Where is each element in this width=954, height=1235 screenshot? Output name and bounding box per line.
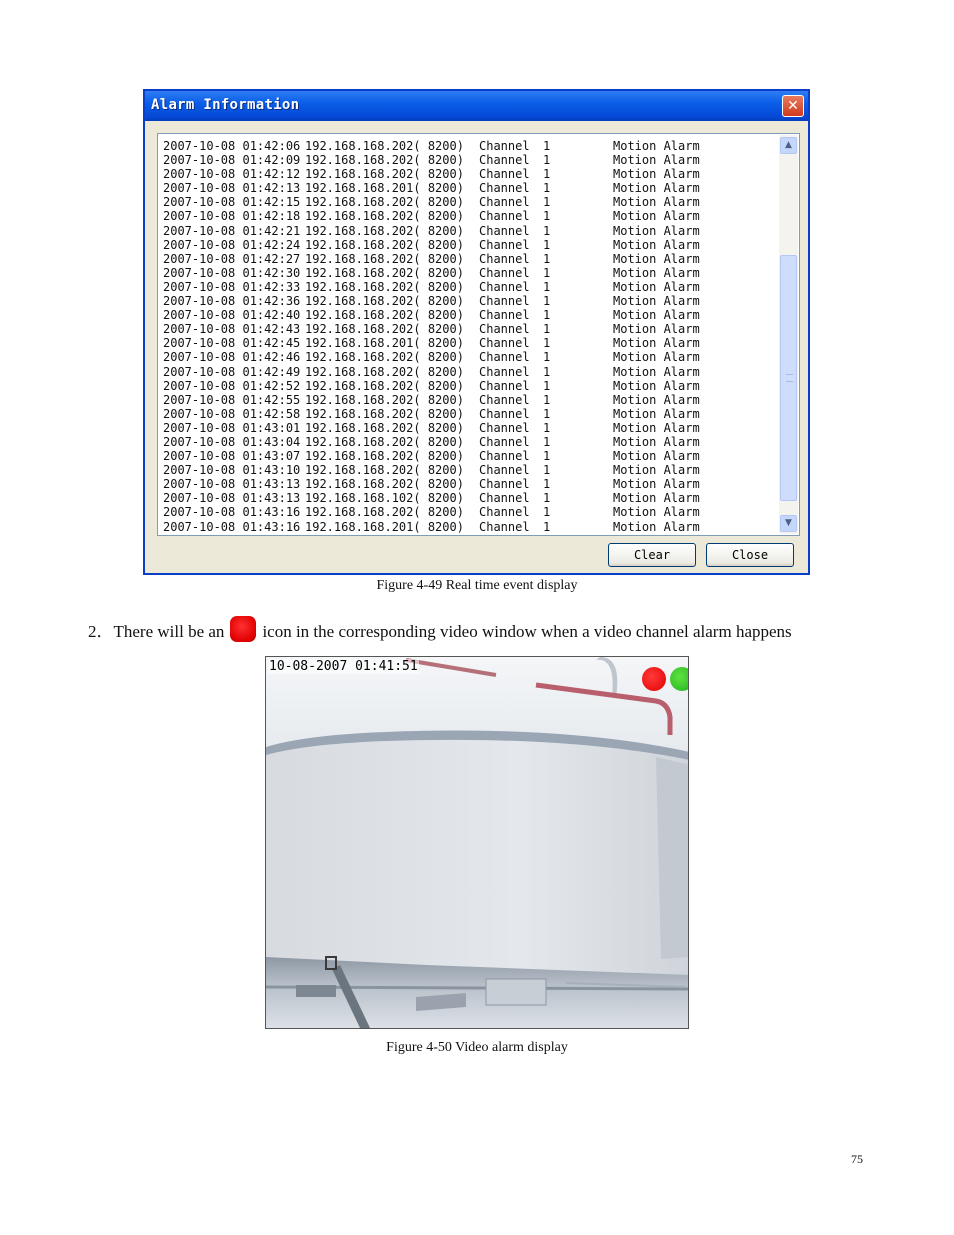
alarm-channel-number: 1	[543, 477, 551, 492]
alarm-channel-number: 1	[543, 153, 551, 168]
alarm-type: Motion Alarm	[613, 308, 700, 323]
list-item[interactable]	[163, 505, 775, 519]
alarm-channel-number: 1	[543, 463, 551, 478]
alarm-channel-label: Channel	[479, 505, 530, 520]
alarm-time: 2007-10-08 01:43:16	[163, 519, 301, 534]
alarm-ip: 192.168.168.202( 8200)	[305, 378, 464, 393]
alarm-channel-number: 1	[543, 350, 551, 365]
list-item[interactable]	[163, 491, 775, 505]
alarm-time: 2007-10-08 01:43:13	[163, 491, 301, 506]
alarm-time: 2007-10-08 01:42:49	[163, 364, 301, 379]
alarm-channel-label: Channel	[479, 209, 530, 224]
alarm-channel-label: Channel	[479, 463, 530, 478]
alarm-channel-label: Channel	[479, 308, 530, 323]
alarm-type: Motion Alarm	[613, 449, 700, 464]
alarm-indicator-icon	[642, 667, 666, 691]
alarm-time: 2007-10-08 01:42:18	[163, 209, 301, 224]
list-item[interactable]	[163, 421, 775, 435]
alarm-channel-label: Channel	[479, 491, 530, 506]
alarm-channel-label: Channel	[479, 336, 530, 351]
figure-4-49-caption: Figure 4-49 Real time event display	[376, 578, 578, 593]
alarm-rows	[163, 139, 775, 534]
alarm-channel-number: 1	[543, 392, 551, 407]
list-item[interactable]	[163, 195, 775, 209]
alarm-type: Motion Alarm	[613, 237, 700, 252]
close-button[interactable]: Close	[706, 543, 794, 567]
alarm-time: 2007-10-08 01:42:13	[163, 181, 301, 196]
list-item[interactable]	[163, 224, 775, 238]
vertical-scrollbar[interactable]	[779, 135, 798, 534]
paragraph-suffix: icon in the corresponding video window when a video channel alarm happens	[262, 622, 792, 641]
alarm-ip: 192.168.168.202( 8200)	[305, 139, 464, 153]
alarm-channel-label: Channel	[479, 350, 530, 365]
list-item[interactable]	[163, 463, 775, 477]
alarm-ip: 192.168.168.202( 8200)	[305, 279, 464, 294]
scroll-up-icon[interactable]: ▲	[780, 137, 797, 154]
alarm-channel-number: 1	[543, 308, 551, 323]
alarm-time: 2007-10-08 01:42:12	[163, 167, 301, 182]
alarm-ip: 192.168.168.202( 8200)	[305, 308, 464, 323]
red-alarm-icon	[230, 616, 256, 642]
alarm-ip: 192.168.168.202( 8200)	[305, 223, 464, 238]
alarm-time: 2007-10-08 01:42:36	[163, 294, 301, 309]
list-item[interactable]	[163, 238, 775, 252]
alarm-ip: 192.168.168.102( 8200)	[305, 491, 464, 506]
alarm-time: 2007-10-08 01:42:43	[163, 322, 301, 337]
alarm-ip: 192.168.168.202( 8200)	[305, 322, 464, 337]
alarm-time: 2007-10-08 01:42:40	[163, 308, 301, 323]
alarm-channel-number: 1	[543, 322, 551, 337]
figure-4-50-caption: Figure 4-50 Video alarm display	[386, 1040, 568, 1055]
alarm-channel-label: Channel	[479, 406, 530, 421]
alarm-ip: 192.168.168.202( 8200)	[305, 420, 464, 435]
alarm-type: Motion Alarm	[613, 434, 700, 449]
alarm-ip: 192.168.168.202( 8200)	[305, 294, 464, 309]
dialog-titlebar[interactable]	[145, 91, 808, 121]
status-indicator-icon	[670, 667, 689, 691]
alarm-ip: 192.168.168.202( 8200)	[305, 265, 464, 280]
alarm-channel-label: Channel	[479, 378, 530, 393]
alarm-channel-number: 1	[543, 434, 551, 449]
alarm-channel-number: 1	[543, 237, 551, 252]
alarm-ip: 192.168.168.202( 8200)	[305, 167, 464, 182]
video-window	[265, 656, 689, 1029]
alarm-type: Motion Alarm	[613, 265, 700, 280]
alarm-ip: 192.168.168.202( 8200)	[305, 350, 464, 365]
alarm-time: 2007-10-08 01:43:10	[163, 463, 301, 478]
alarm-time: 2007-10-08 01:42:06	[163, 139, 301, 153]
alarm-channel-number: 1	[543, 209, 551, 224]
alarm-type: Motion Alarm	[613, 420, 700, 435]
list-item[interactable]	[163, 294, 775, 308]
alarm-ip: 192.168.168.201( 8200)	[305, 336, 464, 351]
alarm-ip: 192.168.168.202( 8200)	[305, 434, 464, 449]
alarm-ip: 192.168.168.202( 8200)	[305, 153, 464, 168]
video-frame-image	[266, 657, 689, 1029]
list-item[interactable]	[163, 379, 775, 393]
alarm-type: Motion Alarm	[613, 209, 700, 224]
alarm-type: Motion Alarm	[613, 153, 700, 168]
alarm-ip: 192.168.168.202( 8200)	[305, 237, 464, 252]
alarm-channel-label: Channel	[479, 181, 530, 196]
alarm-type: Motion Alarm	[613, 181, 700, 196]
alarm-channel-number: 1	[543, 336, 551, 351]
alarm-channel-label: Channel	[479, 420, 530, 435]
alarm-channel-number: 1	[543, 167, 551, 182]
alarm-type: Motion Alarm	[613, 378, 700, 393]
list-item[interactable]	[163, 435, 775, 449]
alarm-time: 2007-10-08 01:42:46	[163, 350, 301, 365]
list-item[interactable]	[163, 252, 775, 266]
list-item[interactable]	[163, 209, 775, 223]
alarm-time: 2007-10-08 01:42:27	[163, 251, 301, 266]
alarm-type: Motion Alarm	[613, 223, 700, 238]
alarm-type: Motion Alarm	[613, 491, 700, 506]
alarm-type: Motion Alarm	[613, 392, 700, 407]
alarm-type: Motion Alarm	[613, 406, 700, 421]
alarm-ip: 192.168.168.201( 8200)	[305, 519, 464, 534]
alarm-channel-label: Channel	[479, 364, 530, 379]
alarm-ip: 192.168.168.202( 8200)	[305, 477, 464, 492]
list-item[interactable]	[163, 139, 775, 153]
scrollbar-thumb[interactable]	[780, 255, 797, 501]
alarm-time: 2007-10-08 01:42:33	[163, 279, 301, 294]
video-timestamp: 10-08-2007 01:41:51	[269, 659, 418, 674]
alarm-ip: 192.168.168.201( 8200)	[305, 181, 464, 196]
list-item[interactable]	[163, 153, 775, 167]
paragraph-prefix: 2．There will be an	[88, 622, 225, 641]
alarm-channel-number: 1	[543, 449, 551, 464]
alarm-channel-number: 1	[543, 223, 551, 238]
alarm-channel-label: Channel	[479, 167, 530, 182]
alarm-time: 2007-10-08 01:42:55	[163, 392, 301, 407]
alarm-ip: 192.168.168.202( 8200)	[305, 195, 464, 210]
list-item[interactable]	[163, 393, 775, 407]
alarm-time: 2007-10-08 01:42:45	[163, 336, 301, 351]
alarm-channel-label: Channel	[479, 265, 530, 280]
alarm-type: Motion Alarm	[613, 322, 700, 337]
alarm-ip: 192.168.168.202( 8200)	[305, 406, 464, 421]
dialog-title: Alarm Information	[151, 97, 300, 113]
alarm-time: 2007-10-08 01:42:15	[163, 195, 301, 210]
alarm-channel-label: Channel	[479, 279, 530, 294]
alarm-type: Motion Alarm	[613, 336, 700, 351]
scroll-down-icon[interactable]: ▼	[780, 515, 797, 532]
alarm-time: 2007-10-08 01:42:24	[163, 237, 301, 252]
alarm-channel-number: 1	[543, 420, 551, 435]
list-item[interactable]	[163, 322, 775, 336]
alarm-time: 2007-10-08 01:43:13	[163, 477, 301, 492]
alarm-event-list[interactable]	[157, 133, 800, 536]
alarm-type: Motion Alarm	[613, 463, 700, 478]
alarm-channel-number: 1	[543, 265, 551, 280]
list-item[interactable]	[163, 167, 775, 181]
list-item[interactable]	[163, 477, 775, 491]
list-item[interactable]	[163, 280, 775, 294]
alarm-time: 2007-10-08 01:42:58	[163, 406, 301, 421]
alarm-channel-label: Channel	[479, 477, 530, 492]
alarm-type: Motion Alarm	[613, 294, 700, 309]
alarm-information-dialog	[143, 89, 810, 575]
alarm-channel-label: Channel	[479, 139, 530, 153]
alarm-channel-number: 1	[543, 406, 551, 421]
alarm-channel-label: Channel	[479, 449, 530, 464]
alarm-ip: 192.168.168.202( 8200)	[305, 463, 464, 478]
alarm-channel-number: 1	[543, 279, 551, 294]
alarm-channel-label: Channel	[479, 223, 530, 238]
alarm-type: Motion Alarm	[613, 505, 700, 520]
alarm-channel-number: 1	[543, 505, 551, 520]
alarm-channel-number: 1	[543, 519, 551, 534]
page-number: 75	[851, 1152, 863, 1166]
alarm-time: 2007-10-08 01:42:52	[163, 378, 301, 393]
list-item[interactable]	[163, 336, 775, 350]
alarm-ip: 192.168.168.202( 8200)	[305, 209, 464, 224]
alarm-type: Motion Alarm	[613, 139, 700, 153]
alarm-ip: 192.168.168.202( 8200)	[305, 505, 464, 520]
alarm-channel-number: 1	[543, 364, 551, 379]
close-icon[interactable]: ✕	[782, 95, 804, 117]
alarm-channel-label: Channel	[479, 322, 530, 337]
scrollbar-grip-icon	[786, 374, 793, 382]
alarm-ip: 192.168.168.202( 8200)	[305, 364, 464, 379]
alarm-channel-number: 1	[543, 139, 551, 153]
alarm-time: 2007-10-08 01:43:16	[163, 505, 301, 520]
alarm-type: Motion Alarm	[613, 167, 700, 182]
alarm-channel-number: 1	[543, 181, 551, 196]
alarm-ip: 192.168.168.202( 8200)	[305, 251, 464, 266]
list-item[interactable]	[163, 365, 775, 379]
alarm-type: Motion Alarm	[613, 195, 700, 210]
clear-button[interactable]: Clear	[608, 543, 696, 567]
list-item[interactable]	[163, 449, 775, 463]
list-item[interactable]	[163, 308, 775, 322]
alarm-type: Motion Alarm	[613, 350, 700, 365]
alarm-ip: 192.168.168.202( 8200)	[305, 392, 464, 407]
list-item[interactable]	[163, 181, 775, 195]
list-item[interactable]	[163, 350, 775, 364]
alarm-type: Motion Alarm	[613, 364, 700, 379]
alarm-channel-label: Channel	[479, 153, 530, 168]
alarm-icon-paragraph	[88, 616, 792, 642]
alarm-channel-label: Channel	[479, 195, 530, 210]
alarm-channel-number: 1	[543, 251, 551, 266]
alarm-time: 2007-10-08 01:43:07	[163, 449, 301, 464]
list-item[interactable]	[163, 407, 775, 421]
alarm-channel-number: 1	[543, 378, 551, 393]
alarm-channel-number: 1	[543, 195, 551, 210]
alarm-time: 2007-10-08 01:42:09	[163, 153, 301, 168]
alarm-type: Motion Alarm	[613, 279, 700, 294]
alarm-channel-number: 1	[543, 294, 551, 309]
alarm-channel-label: Channel	[479, 434, 530, 449]
alarm-time: 2007-10-08 01:42:30	[163, 265, 301, 280]
alarm-channel-label: Channel	[479, 294, 530, 309]
alarm-type: Motion Alarm	[613, 519, 700, 534]
list-item[interactable]	[163, 520, 775, 534]
alarm-ip: 192.168.168.202( 8200)	[305, 449, 464, 464]
alarm-channel-label: Channel	[479, 251, 530, 266]
alarm-channel-label: Channel	[479, 392, 530, 407]
alarm-channel-label: Channel	[479, 237, 530, 252]
alarm-time: 2007-10-08 01:43:04	[163, 434, 301, 449]
alarm-type: Motion Alarm	[613, 251, 700, 266]
alarm-channel-number: 1	[543, 491, 551, 506]
alarm-time: 2007-10-08 01:42:21	[163, 223, 301, 238]
list-item[interactable]	[163, 266, 775, 280]
alarm-time: 2007-10-08 01:43:01	[163, 420, 301, 435]
alarm-type: Motion Alarm	[613, 477, 700, 492]
alarm-channel-label: Channel	[479, 519, 530, 534]
